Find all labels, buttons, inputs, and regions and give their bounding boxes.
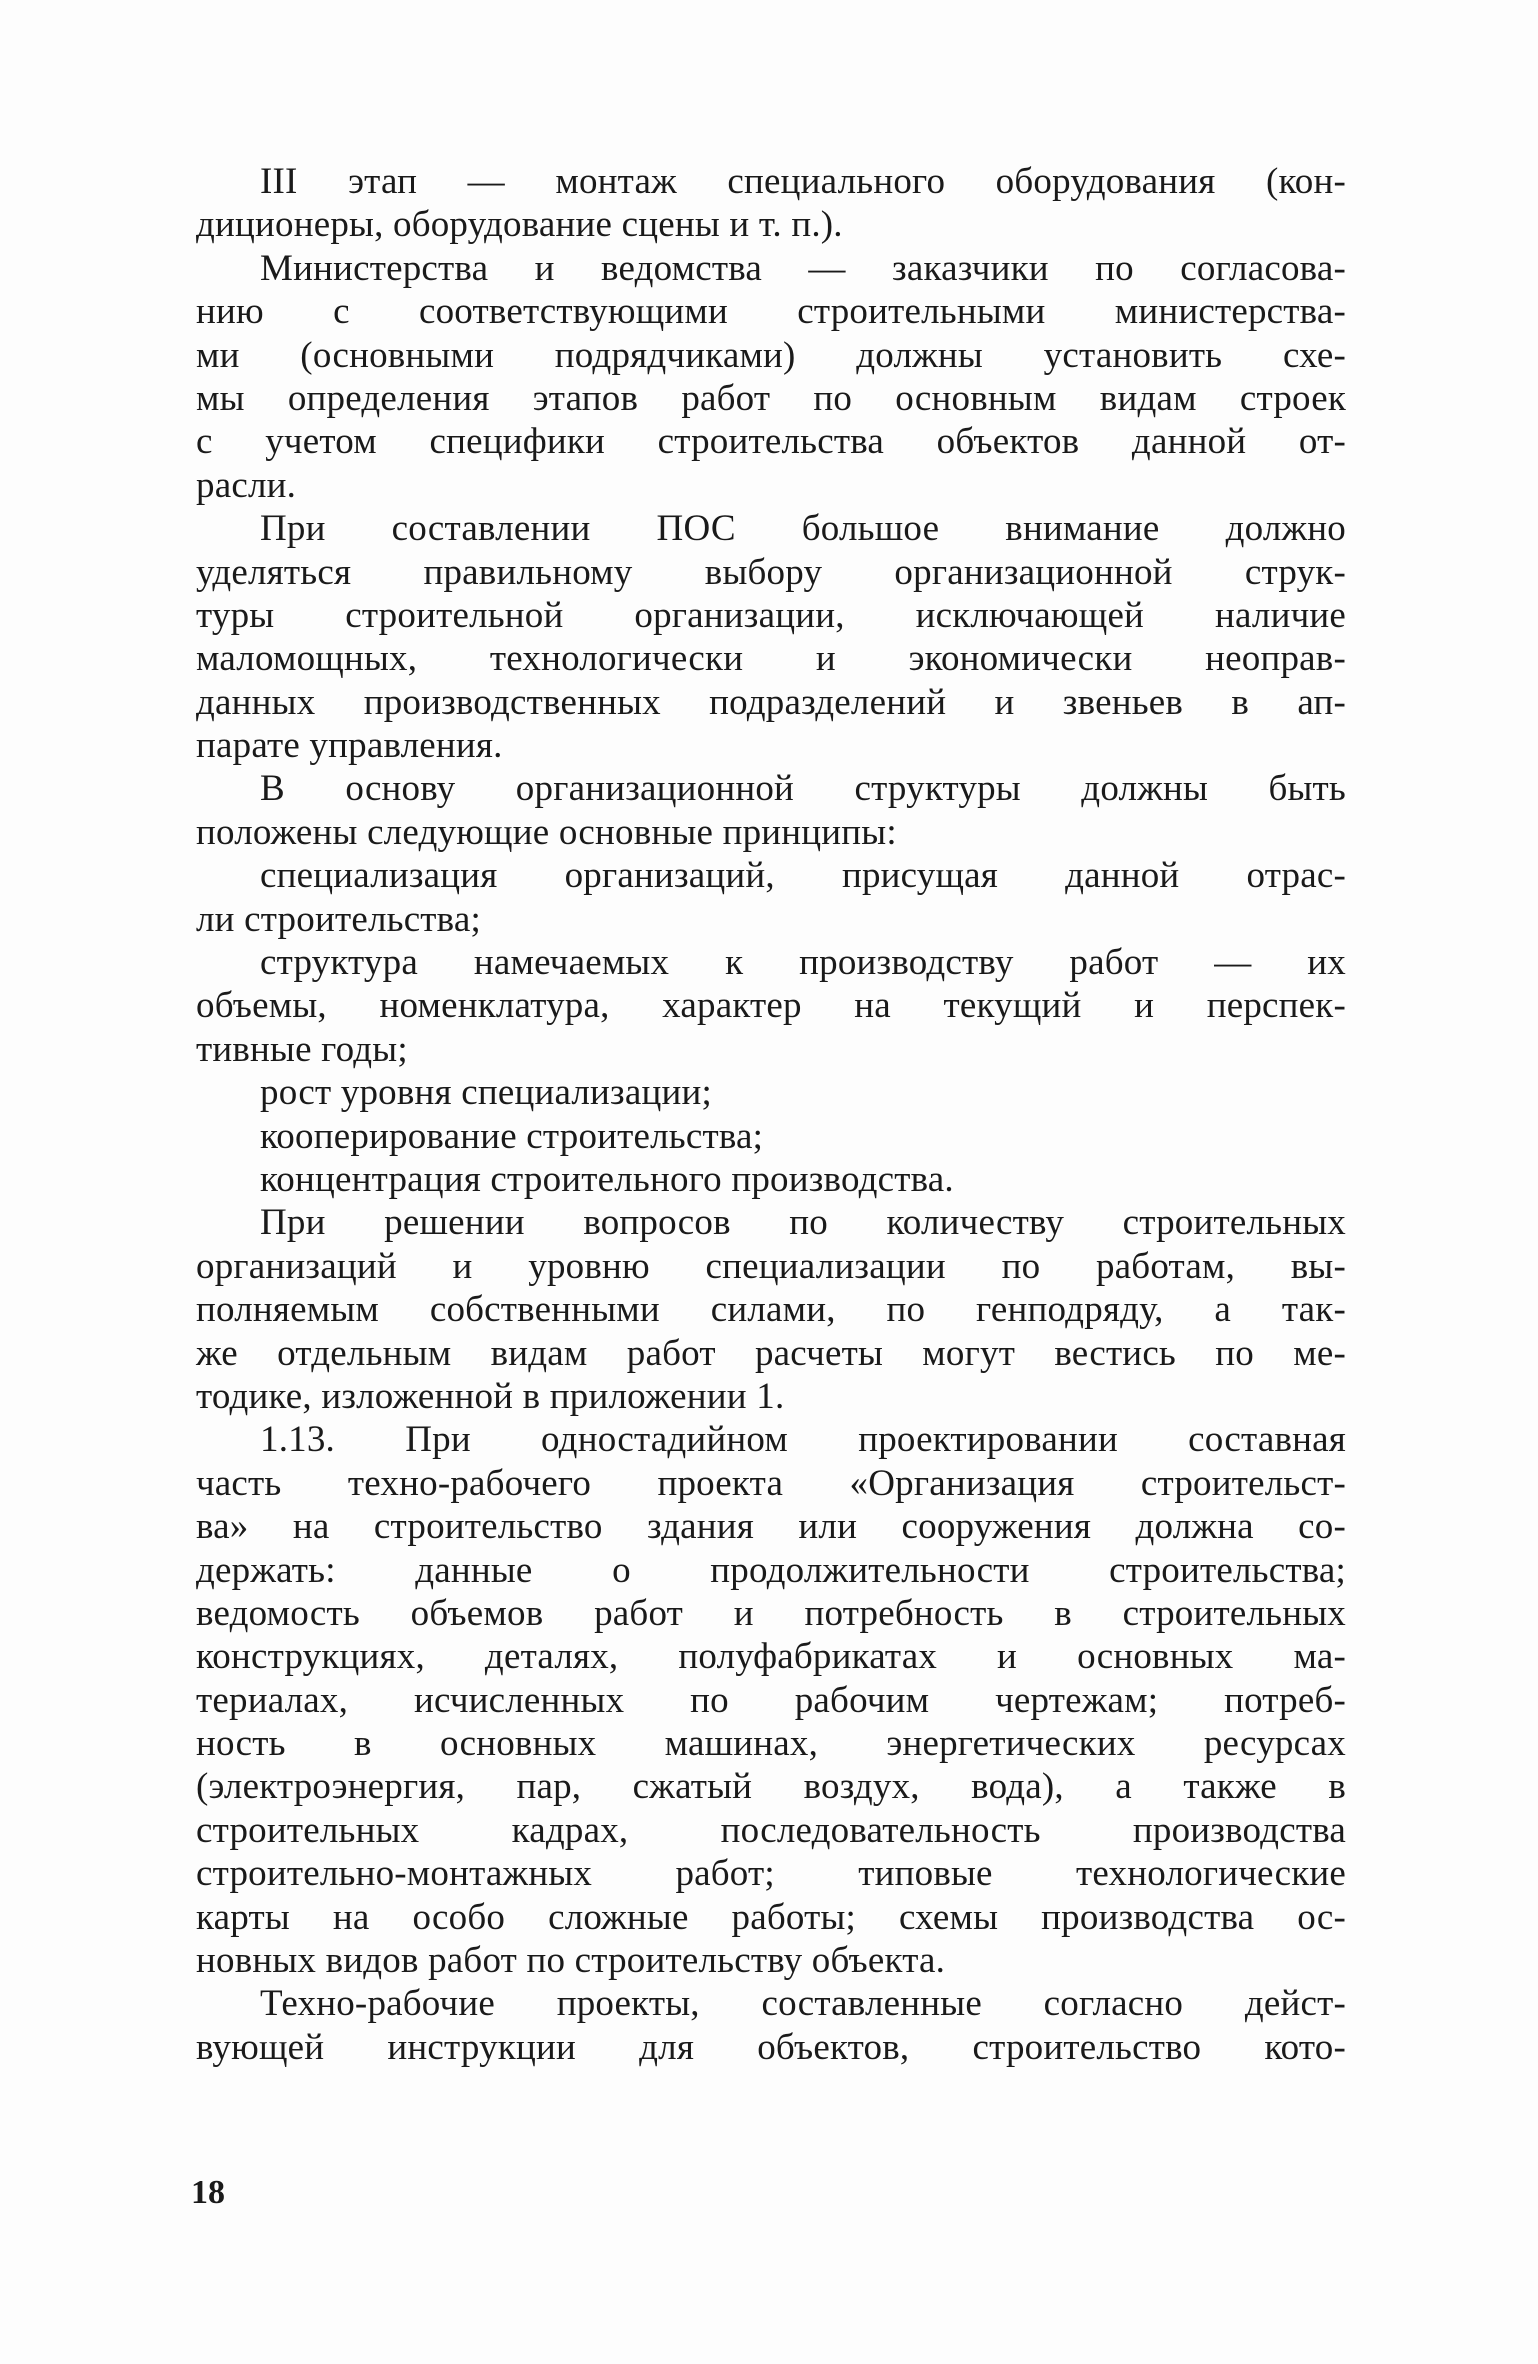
text-line: тивные годы; [196, 1028, 408, 1070]
text-line: нию с соответствующими строительными министерства- [196, 291, 1346, 333]
text-line: При составлении ПОС большое внимание должно [260, 508, 1346, 550]
text-line: Техно-рабочие проекты, составленные согласно дейст- [260, 1983, 1346, 2025]
text-line: организаций и уровню специализации по работам, вы- [196, 1245, 1346, 1287]
text-line: териалах, исчисленных по рабочим чертежам; потреб- [196, 1679, 1346, 1721]
text-line: же отдельным видам работ расчеты могут вестись по ме- [196, 1332, 1346, 1374]
text-line: ведомость объемов работ и потребность в строительных [196, 1592, 1346, 1634]
text-line: держать: данные о продолжительности строительства; [196, 1549, 1346, 1591]
text-line: строительных кадрах, последовательность производства [196, 1809, 1346, 1851]
text-line: тодике, изложенной в приложении 1. [196, 1375, 785, 1417]
text-line: ми (основными подрядчиками) должны установить схе- [196, 334, 1346, 376]
page-number: 18 [191, 2174, 225, 2211]
text-line: структура намечаемых к производству работ — их [260, 942, 1346, 984]
text-line: рост уровня специализации; [260, 1072, 712, 1114]
text-line: ли строительства; [196, 898, 481, 940]
text-line: конструкциях, деталях, полуфабрикатах и основных ма- [196, 1636, 1346, 1678]
text-line: ва» на строительство здания или сооружения должна со- [196, 1506, 1346, 1548]
text-line: III этап — монтаж специального оборудования (кон- [260, 161, 1346, 202]
text-line: строительно-монтажных работ; типовые технологические [196, 1853, 1346, 1895]
text-line: парате управления. [196, 725, 503, 767]
text-line: новных видов работ по строительству объекта. [196, 1940, 946, 1982]
text-line: расли. [196, 464, 297, 506]
document-body [196, 160, 1346, 2069]
text-line: При решении вопросов по количеству строительных [260, 1202, 1346, 1244]
text-line: ность в основных машинах, энергетических ресурсах [196, 1723, 1346, 1765]
text-line: карты на особо сложные работы; схемы производства ос- [196, 1896, 1346, 1938]
text-line: данных производственных подразделений и звеньев в ап- [196, 681, 1346, 723]
text-line: объемы, номенклатура, характер на текущий и перспек- [196, 985, 1346, 1027]
text-line: мы определения этапов работ по основным видам строек [196, 377, 1346, 419]
text-line: 1.13. При одностадийном проектировании составная [260, 1419, 1346, 1461]
text-line: туры строительной организации, исключающей наличие [196, 594, 1346, 636]
text-line: вующей инструкции для объектов, строительство кото- [196, 2026, 1346, 2068]
text-line: часть техно-рабочего проекта «Организация строительст- [196, 1462, 1346, 1504]
text-line: положены следующие основные принципы: [196, 811, 897, 853]
text-line: Министерства и ведомства — заказчики по согласова- [260, 247, 1346, 289]
text-line: маломощных, технологически и экономически неоправ- [196, 638, 1346, 680]
text-line: уделяться правильному выбору организационной струк- [196, 551, 1346, 593]
text-line: концентрация строительного производства. [260, 1158, 954, 1200]
text-line: В основу организационной структуры должны быть [260, 768, 1346, 810]
text-line: кооперирование строительства; [260, 1115, 764, 1157]
text-line: полняемым собственными силами, по генподряду, а так- [196, 1289, 1346, 1331]
text-line: (электроэнергия, пар, сжатый воздух, вода), а также в [196, 1766, 1346, 1808]
text-line: специализация организаций, присущая данной отрас- [260, 855, 1346, 897]
text-line: с учетом специфики строительства объектов данной от- [196, 421, 1346, 463]
text-line: диционеры, оборудование сцены и т. п.). [196, 204, 843, 246]
